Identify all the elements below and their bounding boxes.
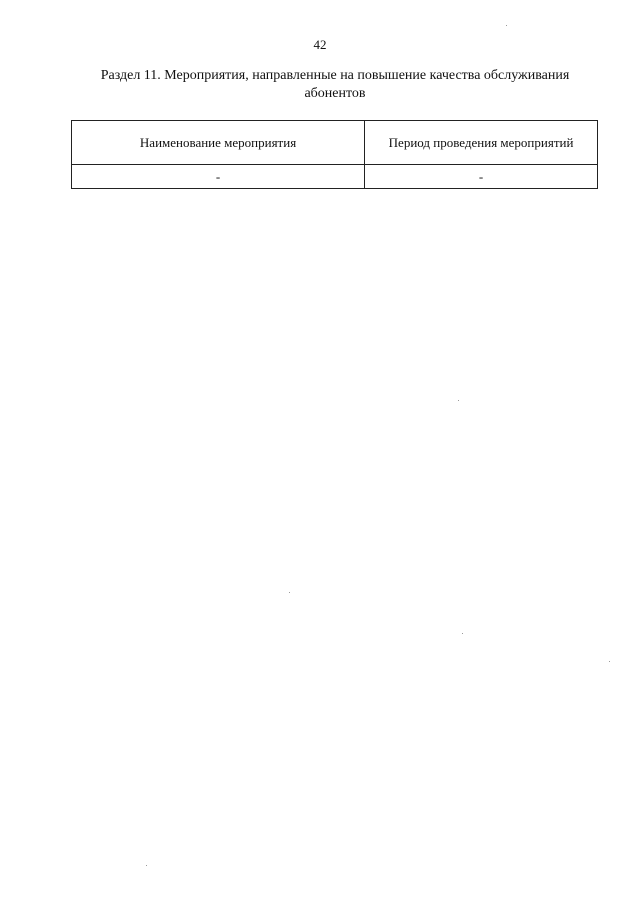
table-cell-event-name: - [72, 165, 365, 189]
section-title [70, 67, 600, 103]
scan-speck [289, 592, 290, 593]
page-number: 42 [313, 37, 327, 52]
scan-speck [462, 633, 463, 634]
scan-speck [506, 25, 507, 26]
column-header-event-name: Наименование мероприятия [72, 121, 365, 165]
scan-speck [609, 661, 610, 662]
table-header-row [72, 121, 598, 165]
table-cell-event-period: - [365, 165, 598, 189]
table-row [72, 165, 598, 189]
scan-speck [146, 865, 147, 866]
section-title-line-1: Раздел 11. Мероприятия, направленные на повышение качества обслуживания [100, 68, 570, 83]
section-title-line-2: абонентов [304, 86, 366, 101]
scan-speck [458, 400, 459, 401]
column-header-event-period: Период проведения мероприятий [365, 121, 598, 165]
events-table [71, 120, 598, 189]
